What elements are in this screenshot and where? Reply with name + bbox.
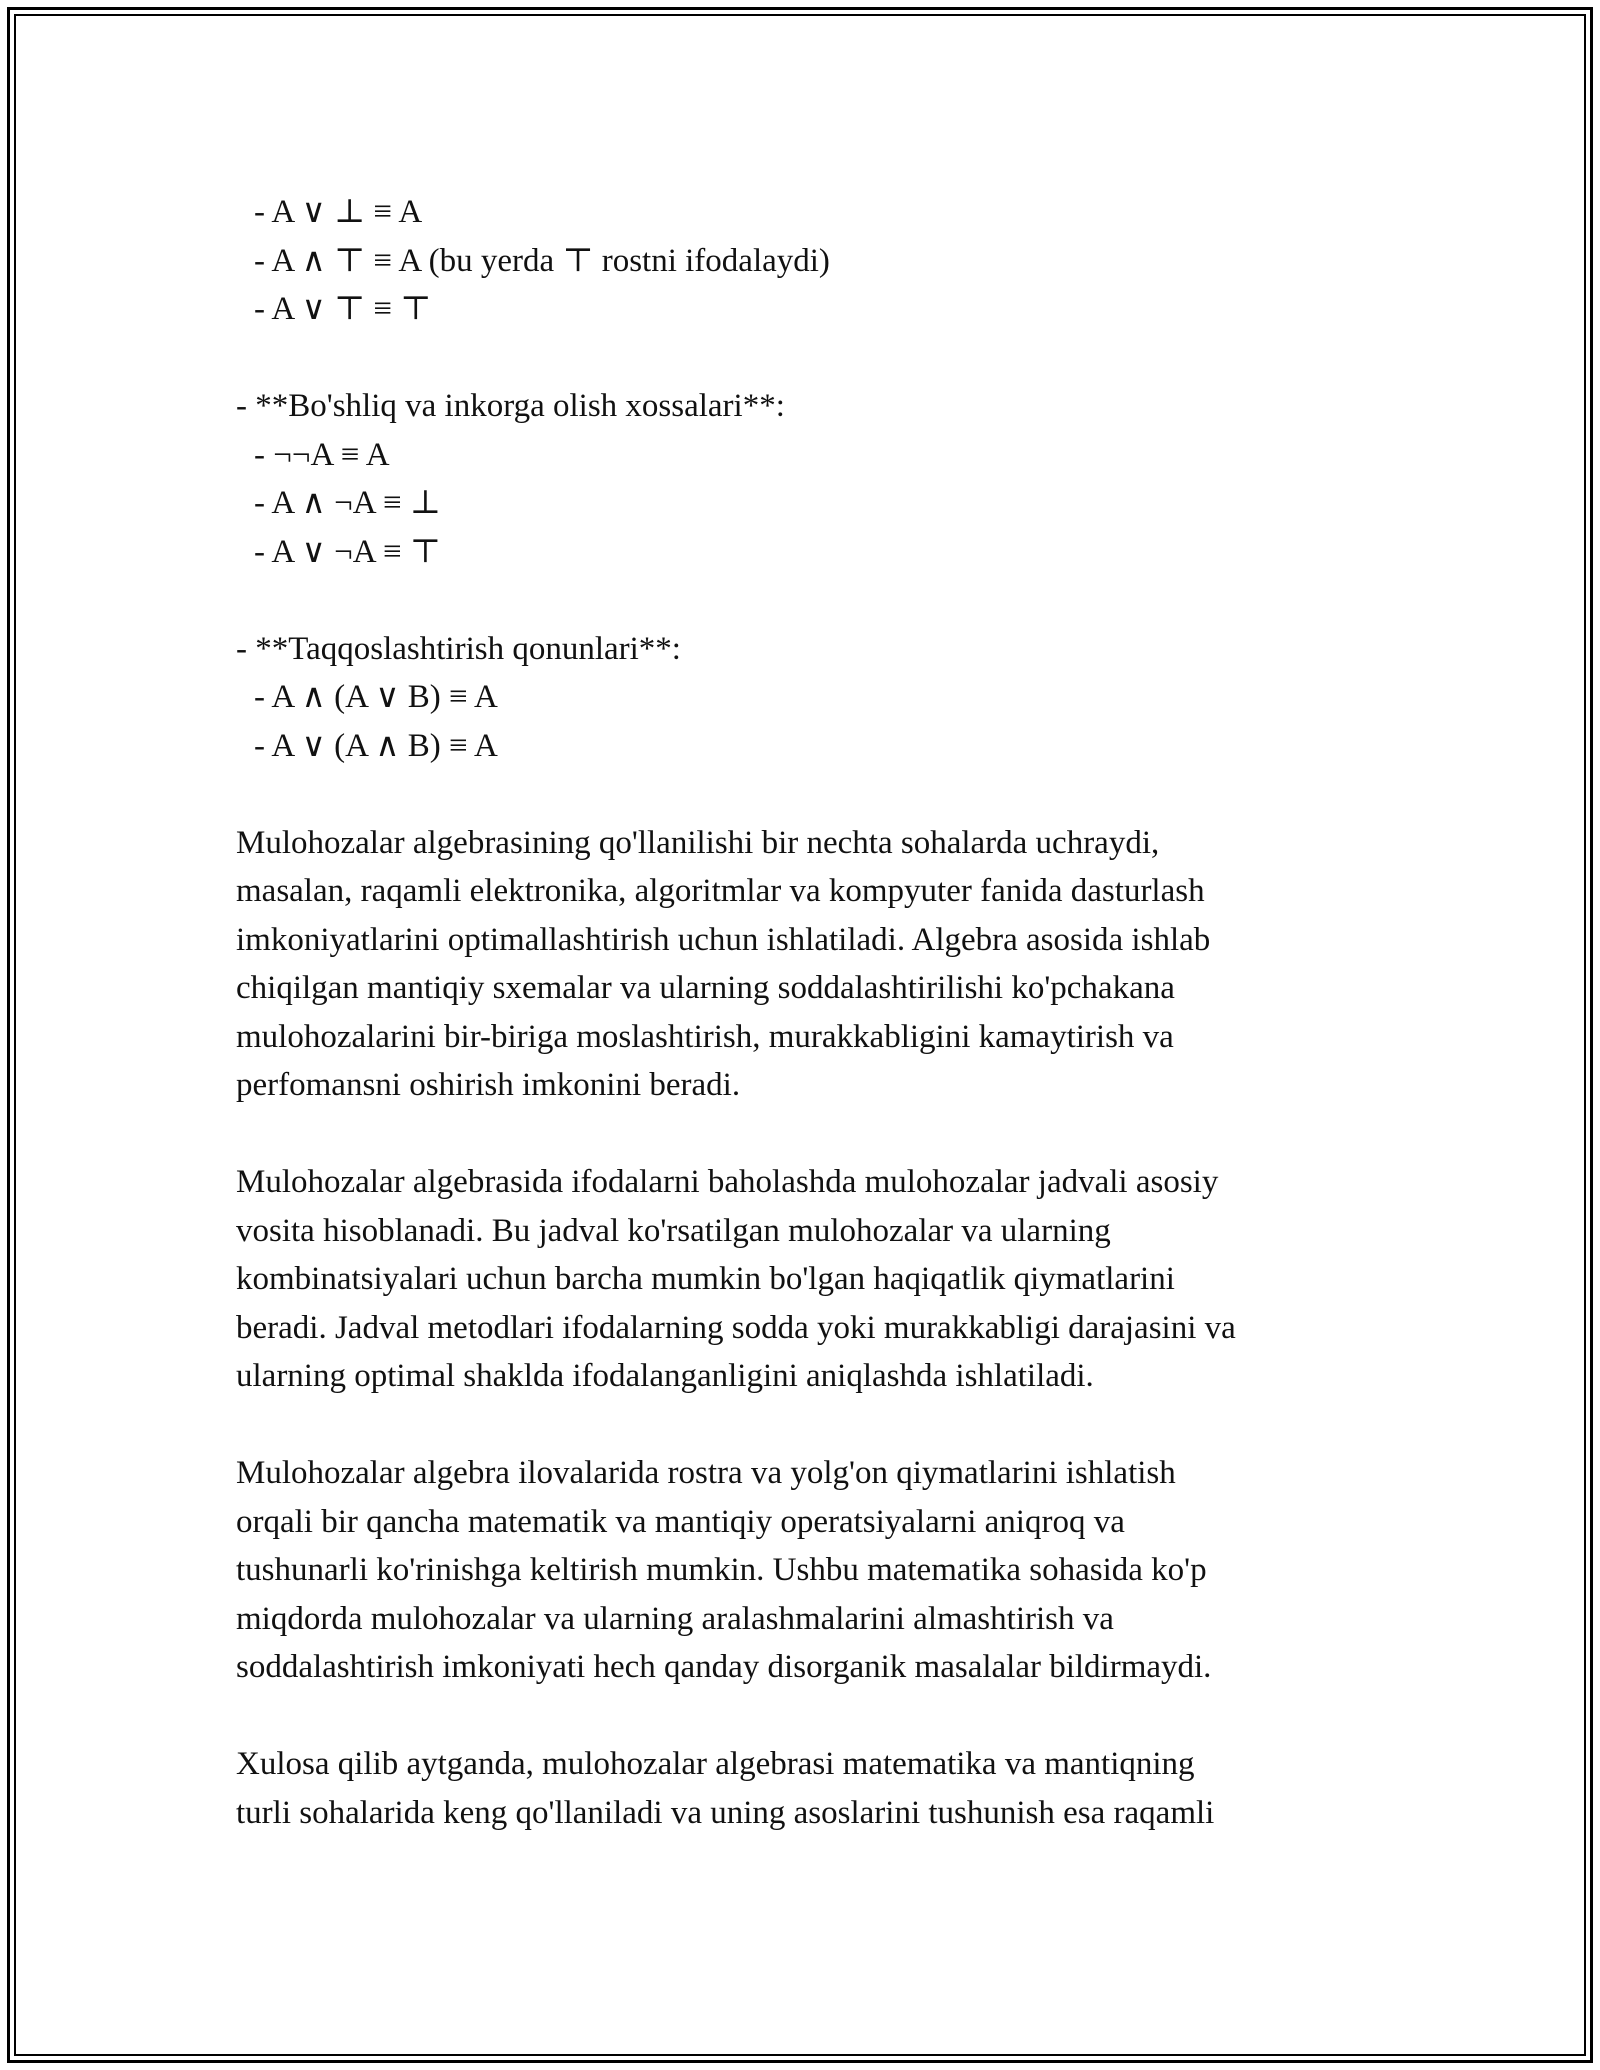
spacer [236, 1401, 1386, 1450]
identity-law-line: - A ∧ ⊤ ≡ A (bu yerda ⊤ rostni ifodalaydi) [254, 242, 830, 279]
absorption-law-line: - A ∨ (A ∧ B) ≡ A [254, 727, 498, 764]
complement-law-line: - A ∨ ¬A ≡ ⊤ [254, 533, 441, 570]
paragraph-line: Mulohozalar algebrasining qo'llanilishi bir nechta sohalarda uchraydi, [236, 824, 1160, 861]
spacer [236, 1110, 1386, 1159]
paragraph-line: tushunarli ko'rinishga keltirish mumkin. Ushbu matematika sohasida ko'p [236, 1552, 1207, 1588]
document-body [236, 188, 1386, 1837]
paragraph-line: Mulohozalar algebra ilovalarida rostra va yolg'on qiymatlarini ishlatish [236, 1455, 1176, 1491]
paragraph-line: miqdorda mulohozalar va ularning aralashmalarini almashtirish va [236, 1600, 1114, 1637]
complement-law-line: - ¬¬A ≡ A [254, 436, 390, 473]
paragraph-truth-table [236, 1158, 1386, 1401]
paragraph-line: beradi. Jadval metodlari ifodalarning sodda yoki murakkabligi darajasini va [236, 1309, 1236, 1346]
paragraph-applications [236, 819, 1386, 1110]
paragraph-line: chiqilgan mantiqiy sxemalar va ularning soddalashtirilishi ko'pchakana [236, 970, 1175, 1006]
paragraph-line: vosita hisoblanadi. Bu jadval ko'rsatilgan mulohozalar va ularning [236, 1212, 1111, 1249]
spacer [236, 334, 1386, 383]
paragraph-line: kombinatsiyalari uchun barcha mumkin bo'lgan haqiqatlik qiymatlarini [236, 1261, 1175, 1297]
paragraph-line: turli sohalarida keng qo'llaniladi va uning asoslarini tushunish esa raqamli [236, 1794, 1215, 1831]
paragraph-conclusion [236, 1740, 1386, 1837]
paragraph-line: masalan, raqamli elektronika, algoritmlar va kompyuter fanida dasturlash [236, 873, 1205, 909]
spacer [236, 576, 1386, 625]
paragraph-line: Xulosa qilib aytganda, mulohozalar algebrasi matematika va mantiqning [236, 1746, 1195, 1782]
paragraph-line: mulohozalarini bir-biriga moslashtirish, murakkabligini kamaytirish va [236, 1018, 1174, 1055]
section-heading-absorption: - **Taqqoslashtirish qonunlari**: [236, 630, 681, 667]
paragraph-line: perfomansni oshirish imkonini beradi. [236, 1067, 741, 1103]
paragraph-line: ularning optimal shakldа ifodalanganligini aniqlashda ishlatiladi. [236, 1358, 1094, 1394]
paragraph-line: orqali bir qancha matematik va mantiqiy operatsiyalarni aniqroq va [236, 1503, 1125, 1540]
paragraph-line: soddalashtirish imkoniyati hech qanday disorganik masalalar bildirmaydi. [236, 1649, 1212, 1685]
paragraph-line: imkoniyatlarini optimallashtirish uchun ishlatiladi. Algebra asosida ishlab [236, 921, 1211, 958]
absorption-law-line: - A ∧ (A ∨ B) ≡ A [254, 679, 498, 715]
paragraph-line: Mulohozalar algebrasida ifodalarni baholashda mulohozalar jadvali asosiy [236, 1164, 1219, 1200]
spacer [236, 1692, 1386, 1741]
identity-law-line: - A ∨ ⊥ ≡ A [254, 194, 423, 230]
complement-law-line: - A ∧ ¬A ≡ ⊥ [254, 485, 441, 521]
paragraph-operations [236, 1449, 1386, 1692]
section-heading-complement: - **Bo'shliq va inkorga olish xossalari**: [236, 388, 785, 424]
identity-law-line: - A ∨ ⊤ ≡ ⊤ [254, 291, 432, 327]
spacer [236, 770, 1386, 819]
